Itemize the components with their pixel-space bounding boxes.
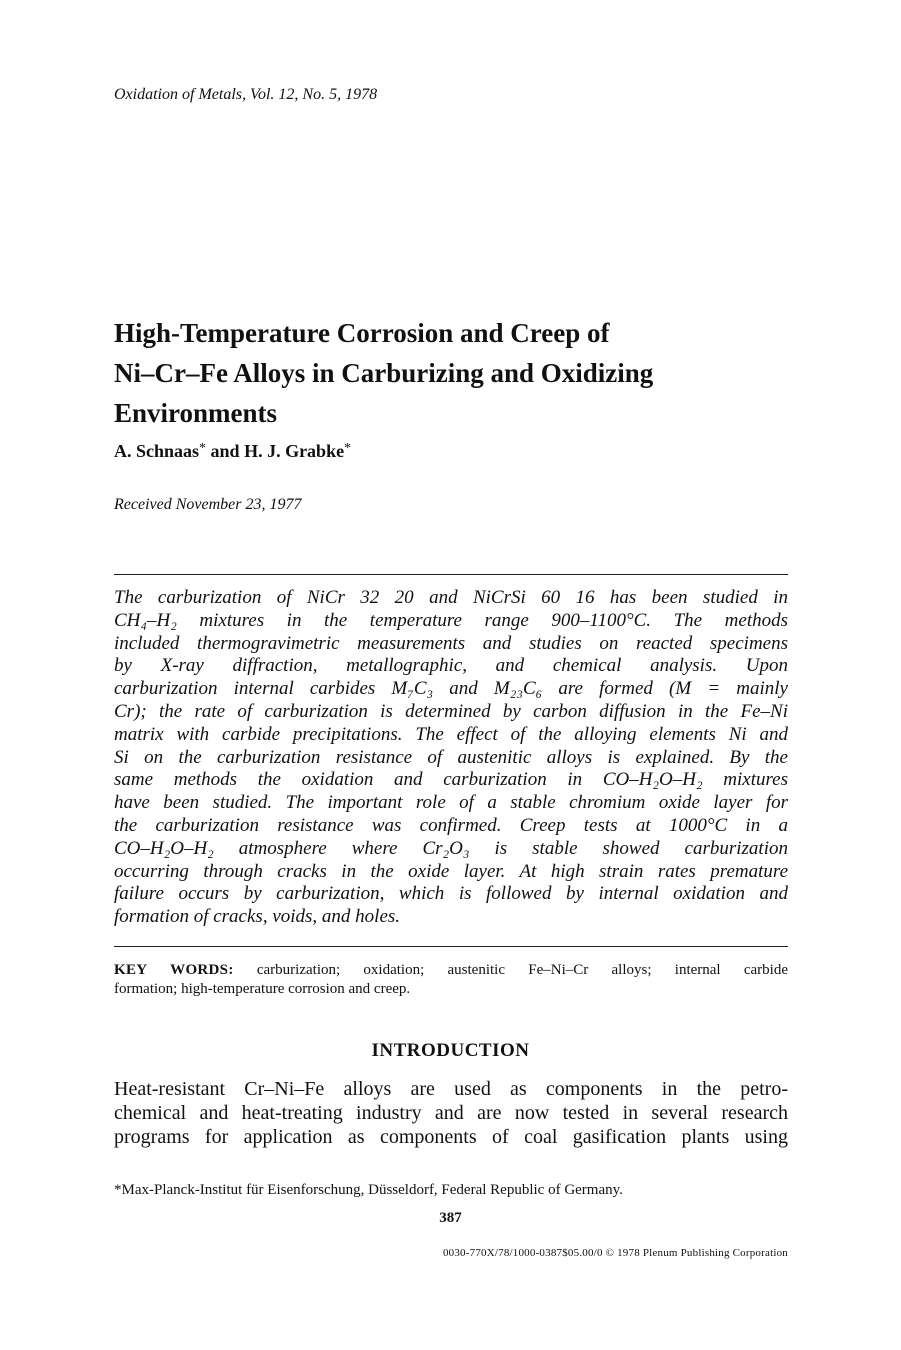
abstract-line: formation of cracks, voids, and holes. bbox=[114, 906, 401, 928]
keywords-text-2: formation; high-temperature corrosion and creep. bbox=[114, 981, 411, 997]
abstract-line: have been studied. The important role of a stable chromium oxide layer for bbox=[114, 792, 788, 814]
affiliation-footnote: *Max-Planck-Institut für Eisenforschung, Düsseldorf, Federal Republic of Germany. bbox=[114, 1182, 623, 1198]
abstract-line: the carburization resistance was confirmed. Creep tests at 1000°C in a bbox=[114, 814, 788, 836]
abstract-line: CH₄–H₂ mixtures in the temperature range 900–1100°C. The methods bbox=[114, 609, 788, 631]
paper-title bbox=[114, 313, 814, 433]
abstract-line: CO–H₂O–H₂ atmosphere where Cr₂O₃ is stable showed carburization bbox=[114, 837, 788, 859]
abstract-line: carburization internal carbides M₇C₃ and M₂₃C₆ are formed (M = mainly bbox=[114, 678, 788, 700]
abstract-line: matrix with carbide precipitations. The effect of the alloying elements Ni and bbox=[114, 723, 788, 745]
abstract-line: failure occurs by carburization, which is followed by internal oxidation and bbox=[114, 883, 788, 905]
author-1-footnote-marker: * bbox=[199, 441, 207, 456]
intro-line: programs for application as components of coal gasification plants using bbox=[114, 1126, 788, 1148]
abstract-line: by X-ray diffraction, metallographic, and chemical analysis. Upon bbox=[114, 655, 788, 677]
abstract-line: included thermogravimetric measurements and studies on reacted specimens bbox=[114, 632, 788, 654]
abstract-line: The carburization of NiCr 32 20 and NiCrSi 60 16 has been studied in bbox=[114, 587, 788, 608]
received-date: Received November 23, 1977 bbox=[114, 496, 302, 513]
intro-line: Heat-resistant Cr–Ni–Fe alloys are used as components in the petro- bbox=[114, 1078, 788, 1100]
copyright-line: 0030-770X/78/1000-0387$05.00/0 © 1978 Plenum Publishing Corporation bbox=[442, 1247, 788, 1259]
abstract-line: occurring through cracks in the oxide layer. At high strain rates premature bbox=[114, 860, 788, 882]
keywords-label: KEY WORDS: bbox=[114, 962, 234, 978]
keywords-line-1 bbox=[114, 961, 788, 980]
section-heading-introduction: INTRODUCTION bbox=[371, 1040, 530, 1061]
introduction-body bbox=[114, 1077, 788, 1149]
abstract-line: Si on the carburization resistance of austenitic alloys is explained. By the bbox=[114, 746, 788, 768]
page-number: 387 bbox=[439, 1210, 462, 1226]
abstract bbox=[114, 587, 788, 929]
author-connector: and bbox=[206, 441, 245, 461]
title-line-2: Ni–Cr–Fe Alloys in Carburizing and Oxidizing bbox=[114, 358, 654, 388]
keywords-text-1: carburization; oxidation; austenitic Fe–Ni–Cr alloys; internal carbide bbox=[233, 962, 788, 978]
abstract-line: Cr); the rate of carburization is determined by carbon diffusion in the Fe–Ni bbox=[114, 700, 788, 722]
author-2-footnote-marker: * bbox=[344, 441, 352, 456]
title-line-1: High-Temperature Corrosion and Creep of bbox=[114, 318, 610, 348]
intro-line: chemical and heat-treating industry and are now tested in several research bbox=[114, 1102, 788, 1124]
author-list bbox=[114, 441, 351, 462]
abstract-bottom-rule bbox=[114, 946, 788, 947]
title-line-3: Environments bbox=[114, 398, 278, 428]
journal-citation: Oxidation of Metals, Vol. 12, No. 5, 1978 bbox=[114, 86, 378, 103]
abstract-top-rule bbox=[114, 574, 788, 575]
author-1: A. Schnaas bbox=[114, 441, 200, 461]
author-2: H. J. Grabke bbox=[244, 441, 345, 461]
keywords bbox=[114, 961, 788, 999]
abstract-line: same methods the oxidation and carburization in CO–H₂O–H₂ mixtures bbox=[114, 769, 788, 791]
